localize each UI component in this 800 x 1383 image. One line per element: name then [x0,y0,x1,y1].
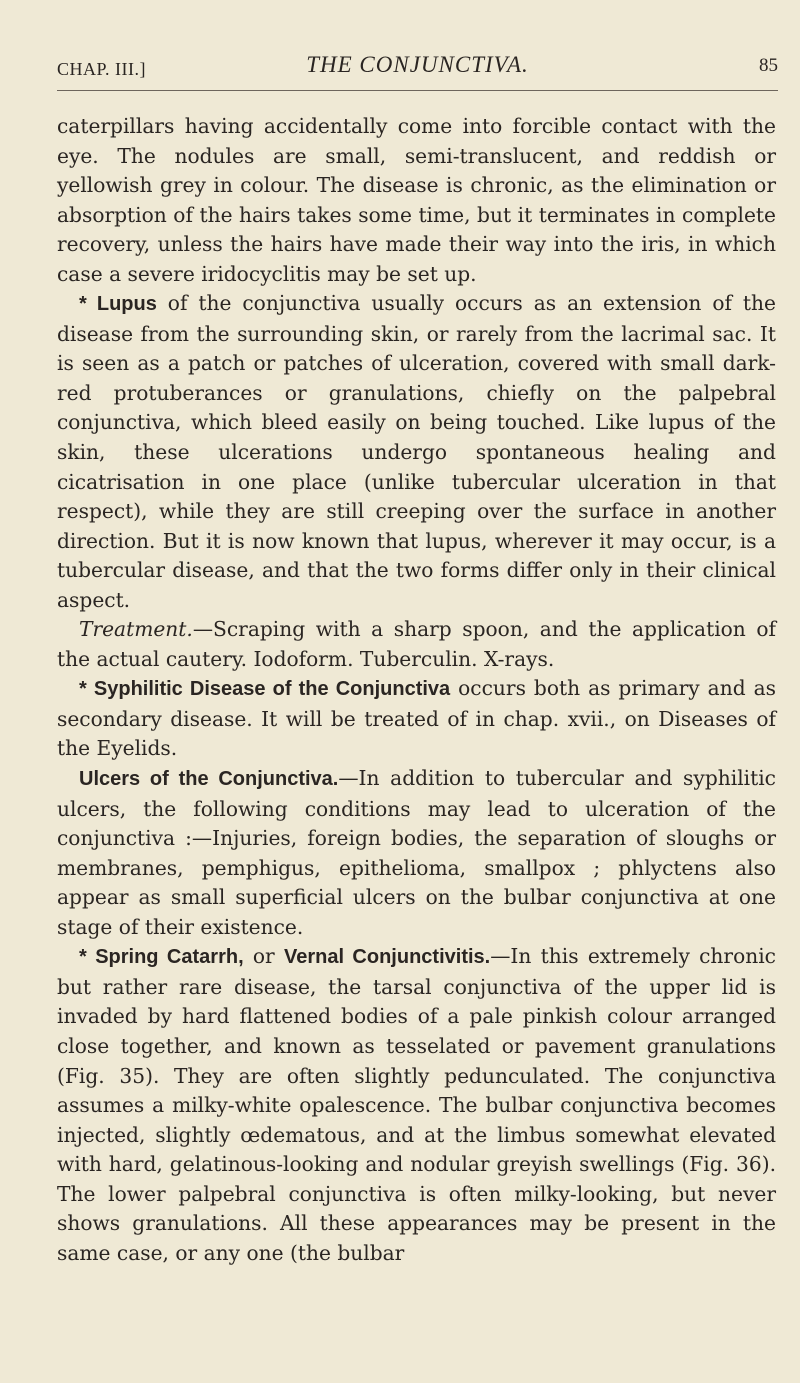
paragraph-syphilitic [57,674,776,764]
paragraph-text: caterpillars having accidentally come into forcible contact with the eye. The nodules are small, semi-translucent, and reddish or yellowish grey in colour. The disease is chronic, as the elimination or absorption of the hairs takes some time, but it terminates in complete recovery, unless the hairs have made their way into the iris, in which case a severe iridocyclitis may be set up. [57,114,776,286]
paragraph-text: —Scraping with a sharp spoon, and the application of the actual cautery. Iodoform. Tuberculin. X-rays. [57,617,776,671]
running-title: THE CONJUNCTIVA. [306,52,529,77]
page-body [57,112,776,1268]
paragraph-text: —In addition to tubercular and syphilitic ulcers, the following conditions may lead to ulceration of the conjunctiva :—Injuries, foreign bodies, the separation of sloughs or membranes, pemphigus, epithelioma, smallpox ; phlyctens also appear as small superficial ulcers on the bulbar conjunctiva at one stage of their existence. [57,766,776,939]
paragraph-text: occurs both as primary and as secondary disease. It will be treated of in chap. xvii., on Diseases of the Eyelids. [57,676,776,761]
section-heading-vernal: Vernal Conjunctivitis. [283,946,491,969]
paragraph-text: of the conjunctiva usually occurs as an extension of the disease from the surrounding skin, or rarely from the lacrimal sac. It is seen as a patch or patches of ulceration, covered with small dark-red protuberances or granulations, chiefly on the palpebral conjunctiva, which bleed easily on being touched. Like lupus of the skin, these ulcerations undergo spontaneous healing and cicatrisation in one place (unlike tubercular ulceration in that respect), while they are still creeping over the surface in another direction. But it is now known that lupus, wherever it may occur, is a tubercular disease, and that the two forms differ only in their clinical aspect. [57,291,776,612]
paragraph-continuation [57,112,776,289]
page-number: 85 [759,55,778,76]
header-rule [57,90,778,91]
treatment-label: Treatment. [79,617,193,642]
chapter-label: CHAP. III.] [57,59,146,79]
running-head [57,52,778,86]
paragraph-lupus [57,289,776,615]
paragraph-spring-catarrh [57,942,776,1268]
paragraph-ulcers [57,764,776,942]
section-heading-lupus: * Lupus [79,293,157,316]
heading-connector: or [243,944,284,969]
paragraph-treatment [57,615,776,674]
section-heading-syphilitic: * Syphilitic Disease of the Conjunctiva [79,678,451,701]
section-heading-ulcers: Ulcers of the Conjunctiva. [79,768,339,791]
paragraph-text: —In this extremely chronic but rather rare disease, the tarsal conjunctiva of the upper lid is invaded by hard flattened bodies of a pale pinkish colour arranged close together, and known as tesselated or pavement granulations (Fig. 35). They are often slightly pedunculated. The conjunctiva assumes a milky-white opalescence. The bulbar conjunctiva becomes injected, slightly œdematous, and at the limbus somewhat elevated with hard, gelatinous-looking and nodular greyish swellings (Fig. 36). The lower palpebral conjunctiva is often milky-looking, but never shows granulations. All these appearances may be present in the same case, or any one (the bulbar [57,944,776,1265]
section-heading-spring-catarrh: * Spring Catarrh, [79,946,244,969]
